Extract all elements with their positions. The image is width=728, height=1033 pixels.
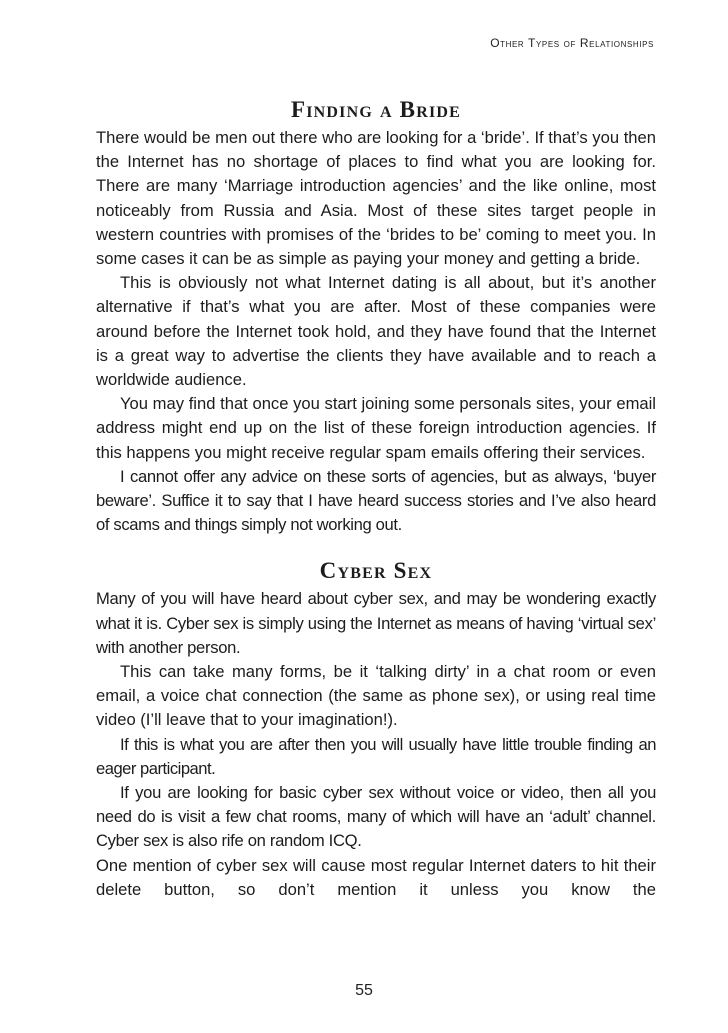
paragraph: You may find that once you start joining some personals sites, your email address might end up on the list of these foreign introduction agencies. If this happens you might receive regular spam emails offering their services. — [96, 394, 656, 462]
paragraph: If this is what you are after then you will usually have little trouble finding an eager participant. — [96, 734, 656, 778]
paragraph: This can take many forms, be it ‘talking dirty’ in a chat room or even email, a voice chat connection (the same as phone sex), or using real time video (I’ll leave that to your imagination!). — [96, 662, 656, 730]
paragraph: This is obviously not what Internet dating is all about, but it’s another alternative if that’s what you are after. Most of these companies were around before the Internet took hold, and they have found that the Internet is a great way to advertise the clients they have available and to reach a worldwide audience. — [96, 273, 656, 390]
paragraph: If you are looking for basic cyber sex without voice or video, then all you need do is visit a few chat rooms, many of which will have an ‘adult’ channel. Cyber sex is also rife on random ICQ. — [96, 783, 656, 851]
paragraph: I cannot offer any advice on these sorts of agencies, but as always, ‘buyer beware’. Suffice it to say that I have heard success stories and I’ve also heard of scams and things simply not working out. — [96, 466, 656, 535]
section-heading-finding-a-bride: Finding a Bride — [290, 97, 461, 122]
page-number: 55 — [355, 982, 373, 999]
paragraph: One mention of cyber sex will cause most regular Internet daters to hit their delete button, so don’t mention it unless you know the — [96, 855, 656, 899]
paragraph: There would be men out there who are looking for a ‘bride’. If that’s you then the Internet has no shortage of places to find what you are looking for. There are many ‘Marriage introduction agencies’ and the like online, most noticeably from Russia and Asia. Most of these sites target people in western countries with promises of the ‘brides to be’ coming to meet you. In some cases it can be as simple as paying your money and getting a bride. — [96, 128, 656, 269]
paragraph: Many of you will have heard about cyber sex, and may be wondering exactly what it is. Cyber sex is simply using the Internet as means of having ‘virtual sex’ with another person. — [96, 589, 656, 657]
page-body — [96, 96, 656, 902]
running-header: Other Types of Relationships — [490, 36, 654, 50]
section-heading-cyber-sex: Cyber Sex — [319, 558, 433, 584]
